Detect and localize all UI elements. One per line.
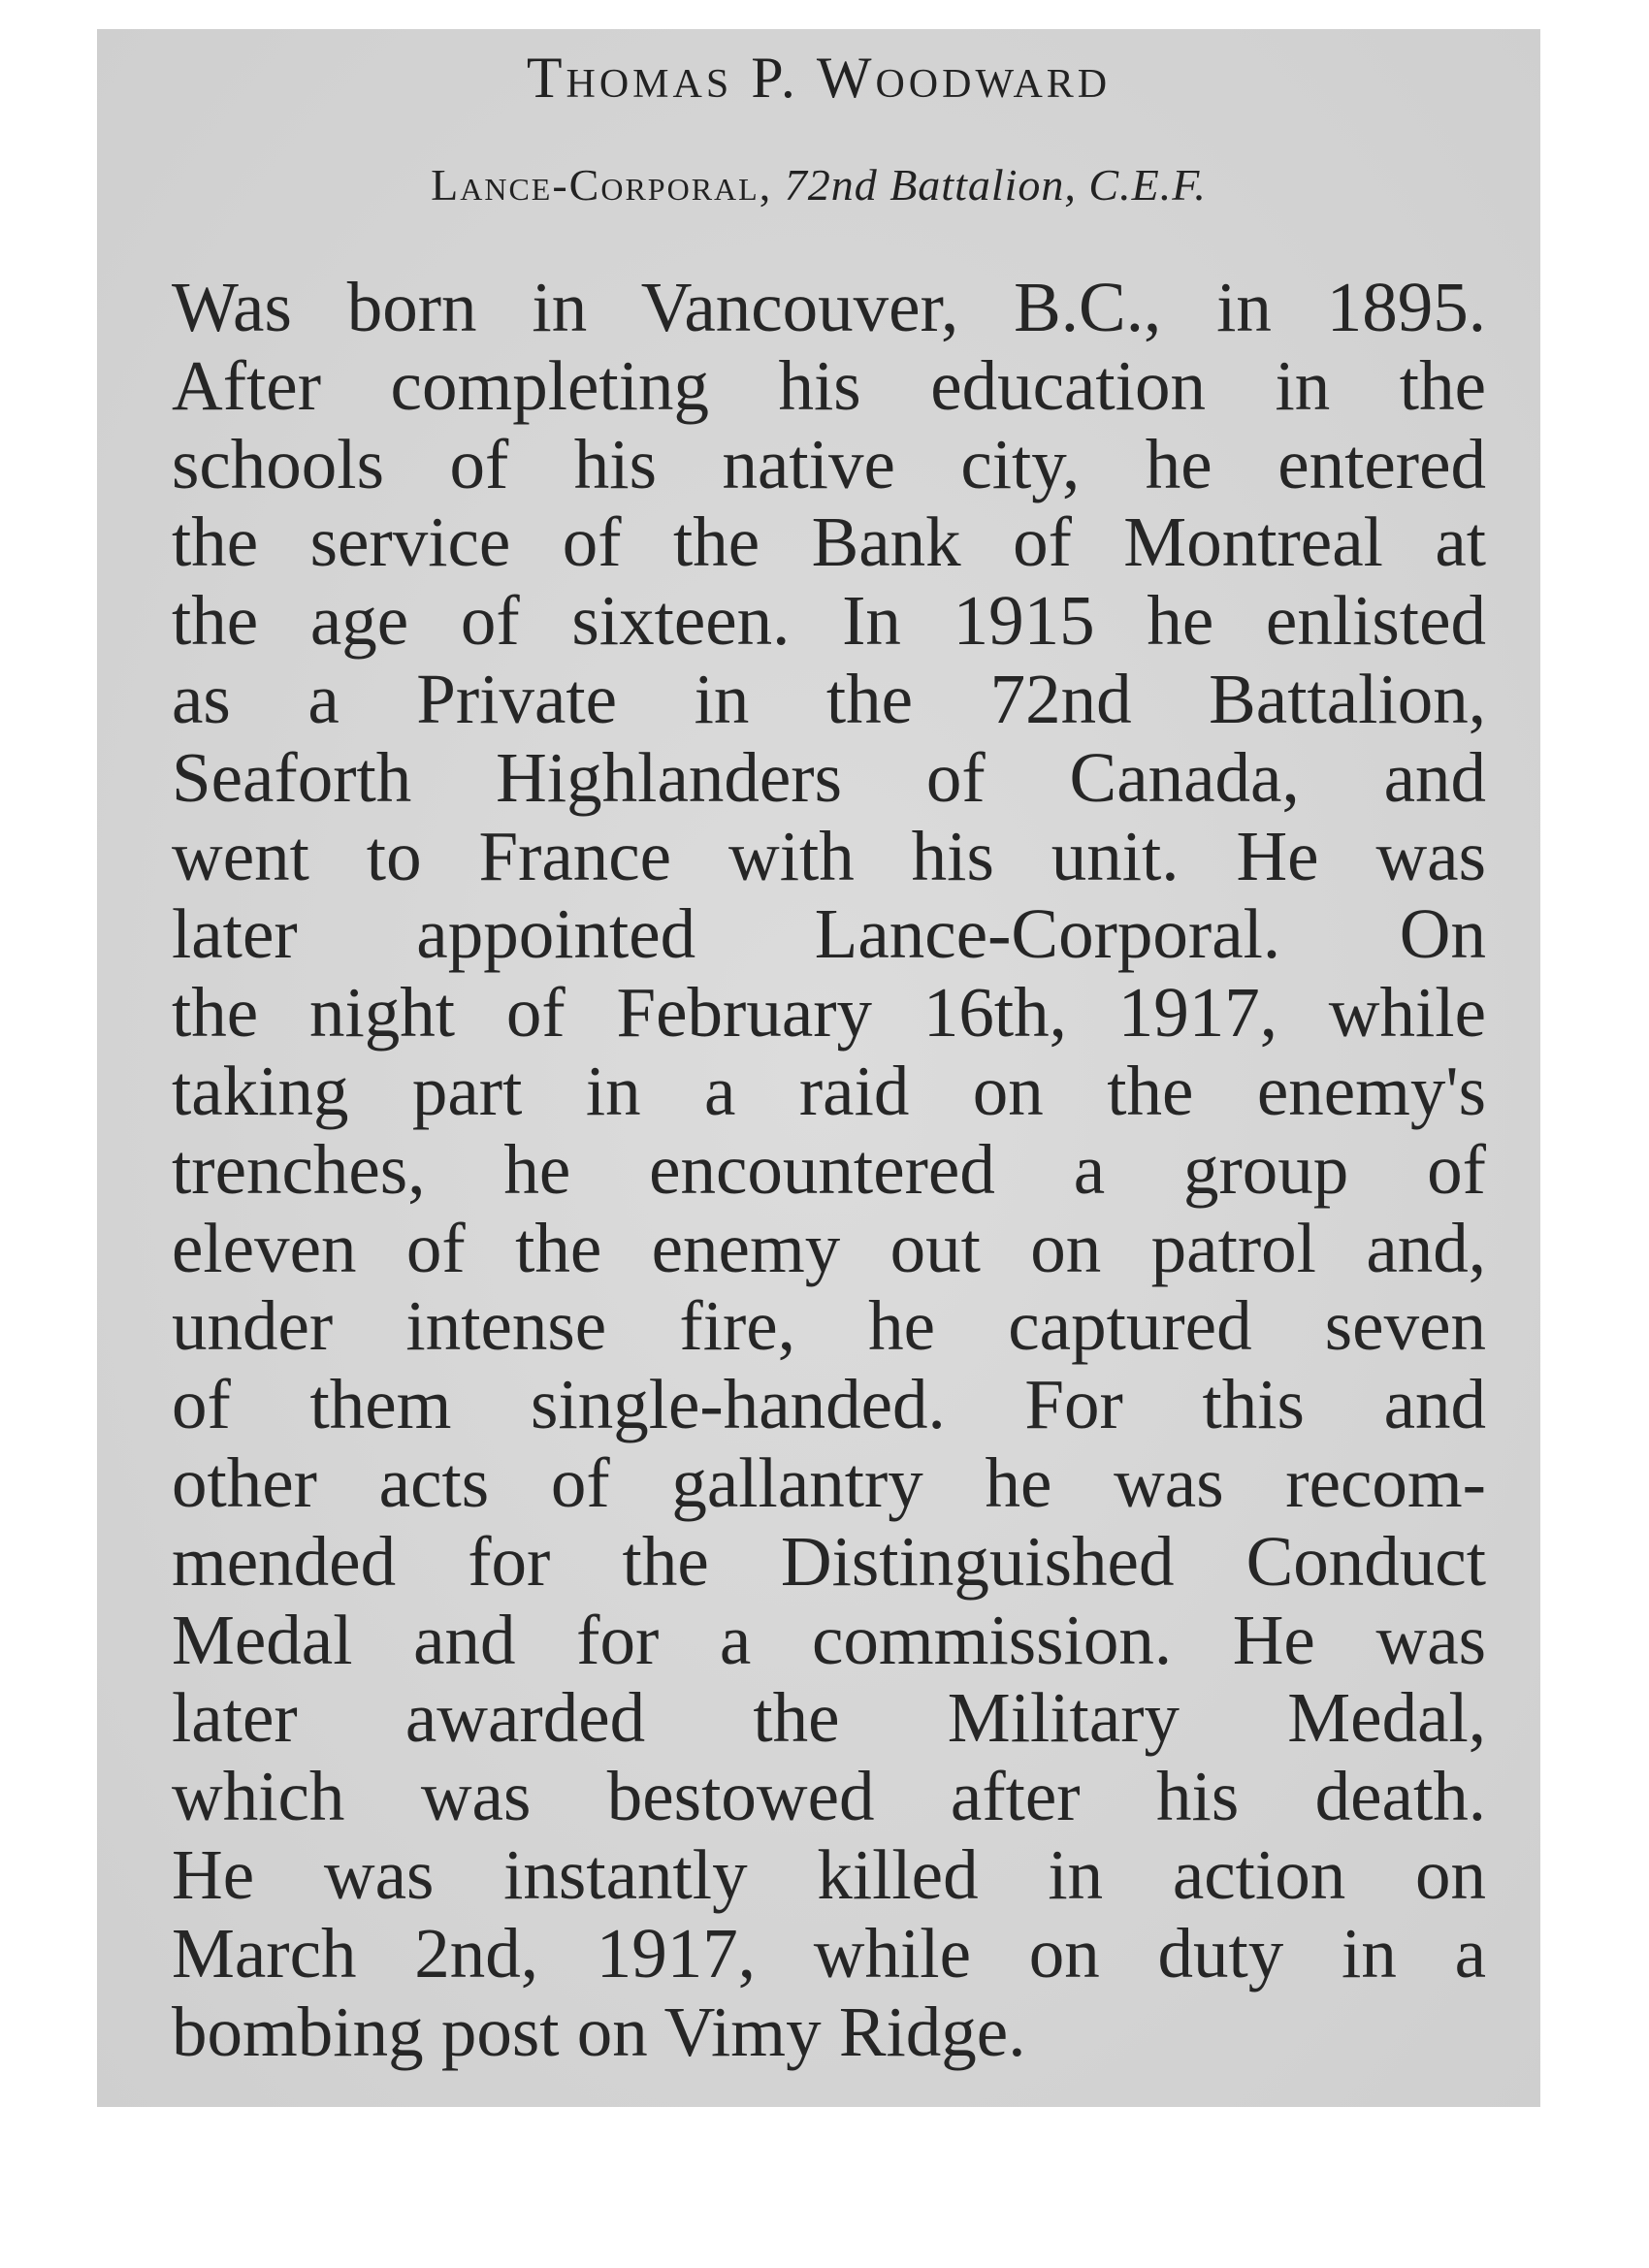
text-line: Seaforth Highlanders of Canada, and <box>172 737 1486 817</box>
text-line: schools of his native city, he entered <box>172 424 1486 503</box>
biography-text <box>172 269 1486 2071</box>
text-line: other acts of gallantry he was recom- <box>172 1442 1486 1522</box>
text-line: trenches, he encountered a group of <box>172 1129 1486 1209</box>
text-line: He was instantly killed in action on <box>172 1834 1486 1914</box>
text-line: later awarded the Military Medal, <box>172 1678 1486 1758</box>
text-line: bombing post on Vimy Ridge. <box>172 1992 1026 2071</box>
scanned-page <box>97 29 1540 2107</box>
text-line: March 2nd, 1917, while on duty in a <box>172 1913 1486 1993</box>
text-line: the night of February 16th, 1917, while <box>172 973 1486 1053</box>
text-line: later appointed Lance-Corporal. On <box>172 894 1486 974</box>
text-line: Was born in Vancouver, B.C., in 1895. <box>172 268 1486 346</box>
text-line: of them single-handed. For this and <box>172 1365 1486 1444</box>
text-line: Medal and for a commission. He was <box>172 1600 1486 1679</box>
text-line: mended for the Distinguished Conduct <box>172 1521 1486 1601</box>
battalion-unit: 72nd Battalion, C.E.F. <box>784 160 1207 210</box>
text-line: taking part in a raid on the enemy's <box>172 1051 1486 1130</box>
rank-title: Lance-Corporal, <box>431 160 773 210</box>
text-line: eleven of the enemy out on patrol and, <box>172 1208 1486 1287</box>
subject-name: Thomas P. Woodward <box>526 46 1112 110</box>
text-line: the age of sixteen. In 1915 he enlisted <box>172 581 1486 661</box>
text-line: under intense fire, he captured seven <box>172 1286 1486 1366</box>
text-line: which was bestowed after his death. <box>172 1757 1486 1836</box>
subject-rank-unit <box>97 159 1540 211</box>
text-line: as a Private in the 72nd Battalion, <box>172 659 1486 738</box>
text-line: the service of the Bank of Montreal at <box>172 502 1486 582</box>
text-line: went to France with his unit. He was <box>172 816 1486 895</box>
text-line: After completing his education in the <box>172 345 1486 425</box>
